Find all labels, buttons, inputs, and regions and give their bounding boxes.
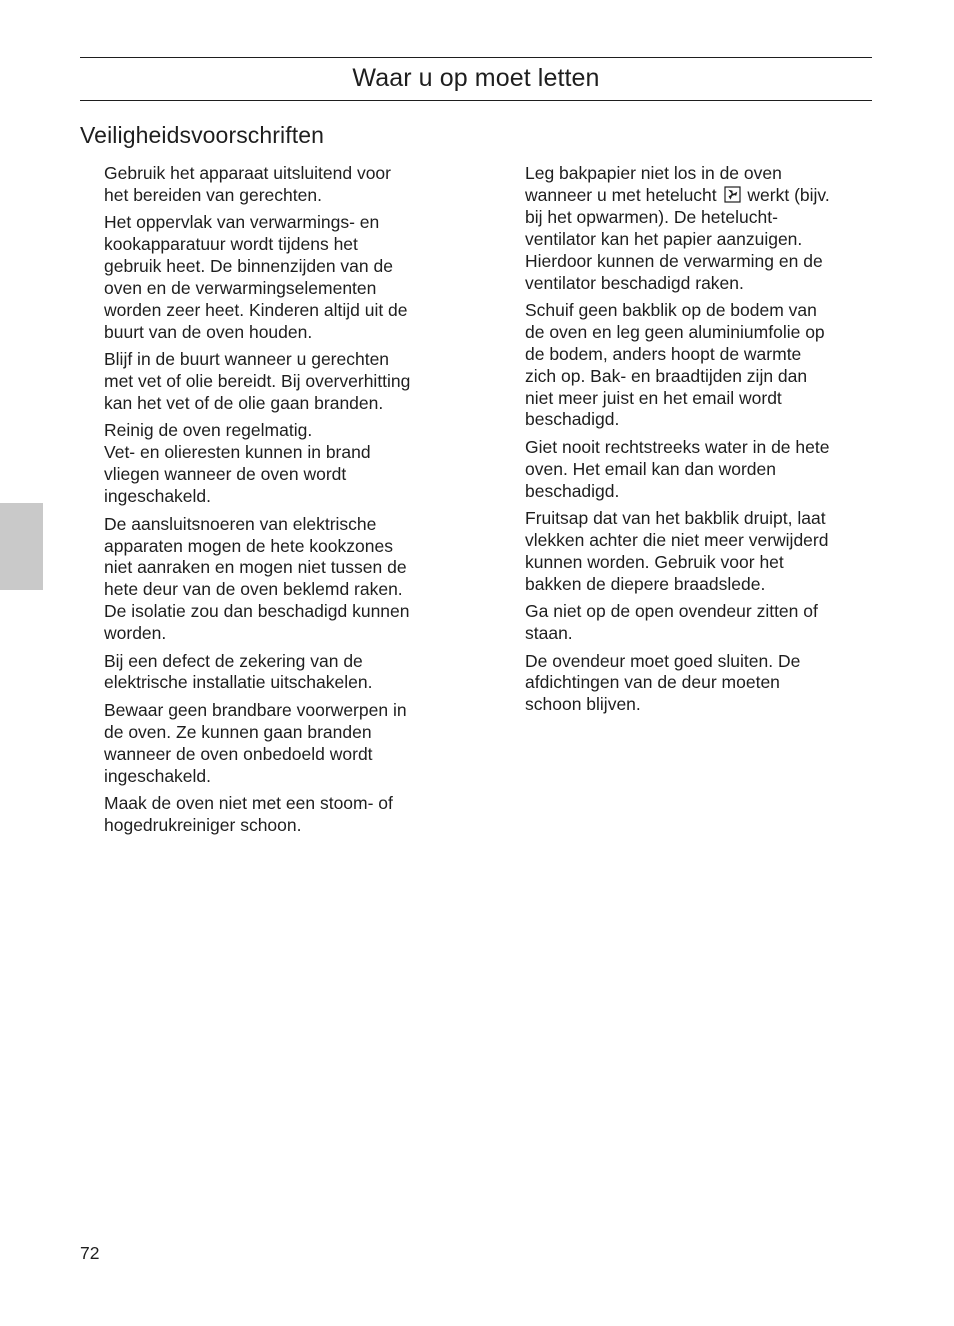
paragraph-text: wanneer u met hetelucht [525,184,717,205]
paragraph-line: de oven en leg geen aluminiumfolie op [525,321,825,342]
paragraph-line: De aansluitsnoeren van elektrische [104,513,377,534]
paragraph [104,700,449,788]
paragraph-line: Ga niet op de open ovendeur zitten of [525,601,818,622]
right-column [525,163,870,722]
paragraph-line: met vet of olie bereidt. Bij oververhitting [104,371,411,392]
paragraph [525,437,870,503]
paragraph-line: de oven. Ze kunnen gaan branden [104,721,372,742]
paragraph [104,420,449,508]
paragraph [104,793,449,837]
paragraph-line: beschadigd. [525,409,620,430]
paragraph-line: Blijf in de buurt wanneer u gerechten [104,349,390,370]
paragraph-line: worden zeer heet. Kinderen altijd uit de [104,299,408,320]
paragraph-line: Leg bakpapier niet los in de oven [525,163,782,183]
paragraph-line: vliegen wanneer de oven wordt [104,464,347,485]
paragraph-line: oven en de verwarmingselementen [104,278,377,299]
paragraph-line: Vet- en olieresten kunnen in brand [104,442,371,463]
paragraph-line: ingeschakeld. [104,486,212,507]
paragraph-line: De ovendeur moet goed sluiten. De [525,650,801,671]
left-column [104,163,449,842]
paragraph-line: oven. Het email kan dan worden [525,458,776,479]
paragraph [104,212,449,343]
paragraph-line: niet meer juist en het email wordt [525,387,782,408]
paragraph-line: wanneer de oven onbedoeld wordt [104,743,373,764]
paragraph-line: buurt van de oven houden. [104,321,313,342]
paragraph-line: ventilator kan het papier aanzuigen. [525,228,803,249]
paragraph [104,514,449,645]
paragraph-line: Reinig de oven regelmatig. [104,420,313,441]
paragraph-line: bakken de diepere braadslede. [525,573,766,594]
paragraph-line: ingeschakeld. [104,765,212,786]
right-column-paragraphs [525,300,870,716]
paragraph-line: de bodem, anders hoopt de warmte [525,343,802,364]
paragraph-line: Het oppervlak van verwarmings- en [104,212,380,233]
paragraph-line: afdichtingen van de deur moeten [525,672,780,693]
paragraph-line: Giet nooit rechtstreeks water in de hete [525,436,830,457]
paragraph [525,601,870,645]
paragraph [104,163,449,207]
paragraph-line: het bereiden van gerechten. [104,184,322,205]
paragraph-line: zich op. Bak- en braadtijden zijn dan [525,365,808,386]
paragraph-line: kan het vet of de olie gaan branden. [104,393,384,414]
paragraph-line: kookapparatuur wordt tijdens het [104,234,358,255]
paragraph-line: vlekken achter die niet meer verwijderd [525,530,829,550]
paragraph-line: elektrische installatie uitschakelen. [104,672,373,693]
page-header [80,57,872,101]
paragraph-text: werkt (bijv. [747,184,830,205]
paragraph-line: Gebruik het apparaat uitsluitend voor [104,163,391,183]
paragraph-line: Fruitsap dat van het bakblik druipt, laat [525,508,826,529]
paragraph-line: Hierdoor kunnen de verwarming en de [525,250,823,271]
paragraph-line: Schuif geen bakblik op de bodem van [525,299,817,320]
header-title: Waar u op moet letten [352,64,600,92]
section-title: Veiligheidsvoorschriften [80,122,325,148]
paragraph-line: Maak de oven niet met een stoom- of [104,792,393,813]
paragraph-line: ventilator beschadigd raken. [525,272,744,293]
hot-air-fan-icon [724,186,741,203]
paragraph-line: schoon blijven. [525,694,641,715]
paragraph-line: worden. [104,623,167,644]
paragraph-line: De isolatie zou dan beschadigd kunnen [104,601,410,622]
paragraph-line [525,185,870,207]
paragraph-line: gebruik heet. De binnenzijden van de [104,256,393,277]
page-number: 72 [80,1243,100,1263]
side-tab-marker [0,503,43,590]
paragraph-line: niet aanraken en mogen niet tussen de [104,557,407,578]
paragraph-line: staan. [525,623,573,644]
paragraph-line: apparaten mogen de hete kookzones [104,535,393,556]
paragraph [525,508,870,596]
paragraph-line: beschadigd. [525,480,620,501]
paragraph-line: hete deur van de oven beklemd raken. [104,579,403,600]
paragraph [104,651,449,695]
paragraph-line: hogedrukreiniger schoon. [104,814,302,835]
paragraph [525,163,870,294]
paragraph-line: bij het opwarmen). De hetelucht- [525,206,778,227]
paragraph [525,300,870,431]
paragraph [104,349,449,415]
paragraph-line: Bewaar geen brandbare voorwerpen in [104,699,407,720]
paragraph-line: Bij een defect de zekering van de [104,650,363,671]
paragraph [525,651,870,717]
paragraph-line: kunnen worden. Gebruik voor het [525,551,784,572]
